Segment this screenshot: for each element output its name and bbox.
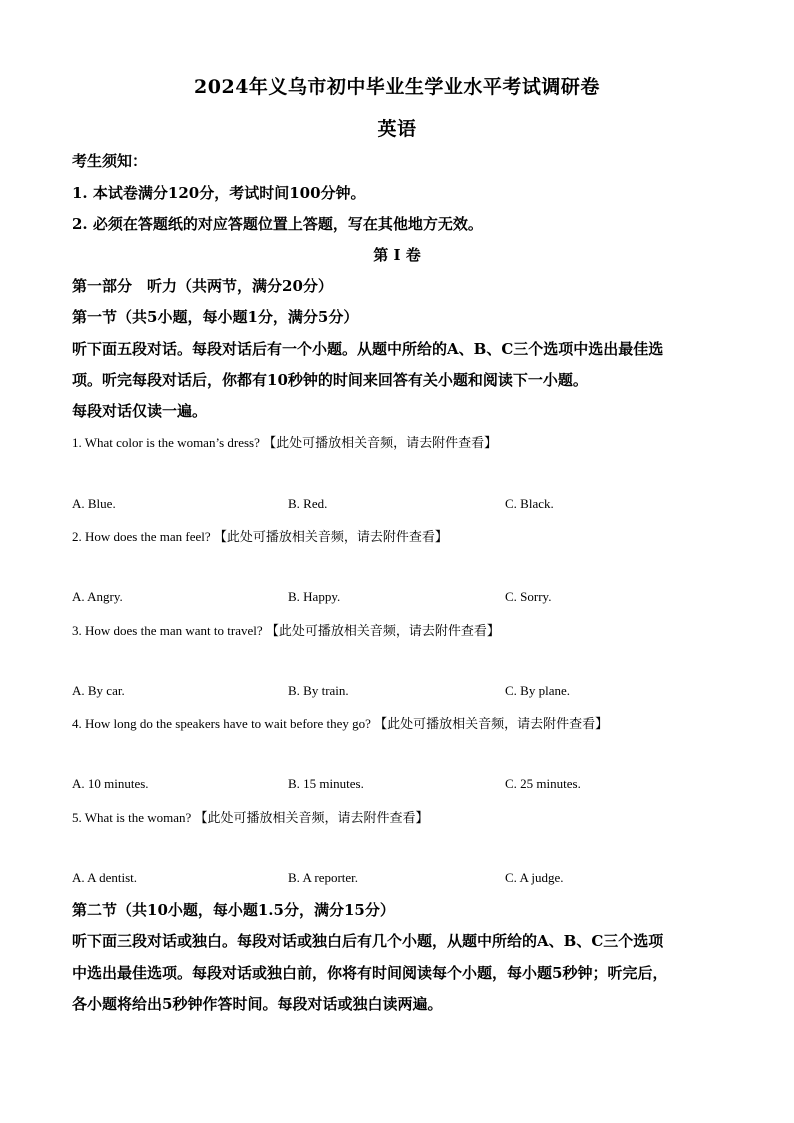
section1-title: 第一节（共5小题，每小题1分，满分5分）: [72, 308, 359, 326]
question-3-option-b: B. By train.: [288, 683, 349, 698]
question-5-option-a: A. A dentist.: [72, 870, 138, 885]
question-2-option-b: B. Happy.: [288, 589, 341, 604]
volume-label: 第 I 卷: [373, 246, 421, 264]
question-4-option-c: C. 25 minutes.: [505, 776, 581, 791]
question-2: [72, 526, 448, 545]
audio-note: 【此处可播放相关音频，请去附件查看】: [194, 811, 429, 826]
question-4-option-a: A. 10 minutes.: [72, 776, 149, 791]
question-3-option-c: C. By plane.: [505, 683, 570, 698]
question-5: [72, 807, 429, 826]
question-1: [72, 432, 497, 451]
section1-instruction-1: 听下面五段对话。每段对话后有一个小题。从题中所给的A、B、C三个选项中选出最佳选: [72, 340, 664, 358]
section1-instruction-3: 每段对话仅读一遍。: [72, 402, 208, 420]
question-2-option-a: A. Angry.: [72, 589, 123, 604]
question-text: 3. How does the man want to travel?: [72, 623, 263, 638]
audio-note: 【此处可播放相关音频，请去附件查看】: [213, 530, 448, 545]
question-text: 4. How long do the speakers have to wait before they go?: [72, 716, 371, 731]
subject-title: 英语: [377, 118, 417, 140]
audio-note: 【此处可播放相关音频，请去附件查看】: [374, 717, 609, 732]
notice-heading: 考生须知：: [72, 152, 148, 170]
question-1-option-c: C. Black.: [505, 496, 554, 511]
question-2-option-c: C. Sorry.: [505, 589, 552, 604]
section2-instruction-1: 听下面三段对话或独白。每段对话或独白后有几个小题，从题中所给的A、B、C三个选项: [72, 932, 664, 950]
notice-item-1: 1. 本试卷满分120分，考试时间100分钟。: [72, 184, 366, 202]
question-1-option-a: A. Blue.: [72, 496, 116, 511]
section1-instruction-2: 项。听完每段对话后，你都有10秒钟的时间来回答有关小题和阅读下一小题。: [72, 371, 588, 389]
section2-title: 第二节（共10小题，每小题1.5分，满分15分）: [72, 901, 395, 919]
section2-instruction-3: 各小题将给出5秒钟作答时间。每段对话或独白读两遍。: [72, 995, 443, 1013]
question-3: [72, 620, 500, 639]
notice-item-2: 2. 必须在答题纸的对应答题位置上答题，写在其他地方无效。: [72, 215, 483, 233]
question-4: [72, 713, 608, 732]
audio-note: 【此处可播放相关音频，请去附件查看】: [263, 436, 498, 451]
question-5-option-c: C. A judge.: [505, 870, 564, 885]
question-1-option-b: B. Red.: [288, 496, 328, 511]
question-5-option-b: B. A reporter.: [288, 870, 359, 885]
part1-title: 第一部分 听力（共两节，满分20分）: [72, 277, 333, 295]
section2-instruction-2: 中选出最佳选项。每段对话或独白前，你将有时间阅读每个小题，每小题5秒钟；听完后，: [72, 964, 668, 982]
audio-note: 【此处可播放相关音频，请去附件查看】: [265, 624, 500, 639]
question-4-option-b: B. 15 minutes.: [288, 776, 364, 791]
question-text: 1. What color is the woman’s dress?: [72, 435, 260, 450]
exam-title: 2024年义乌市初中毕业生学业水平考试调研卷: [194, 76, 600, 98]
question-3-option-a: A. By car.: [72, 683, 125, 698]
question-text: 5. What is the woman?: [72, 810, 192, 825]
question-text: 2. How does the man feel?: [72, 529, 211, 544]
